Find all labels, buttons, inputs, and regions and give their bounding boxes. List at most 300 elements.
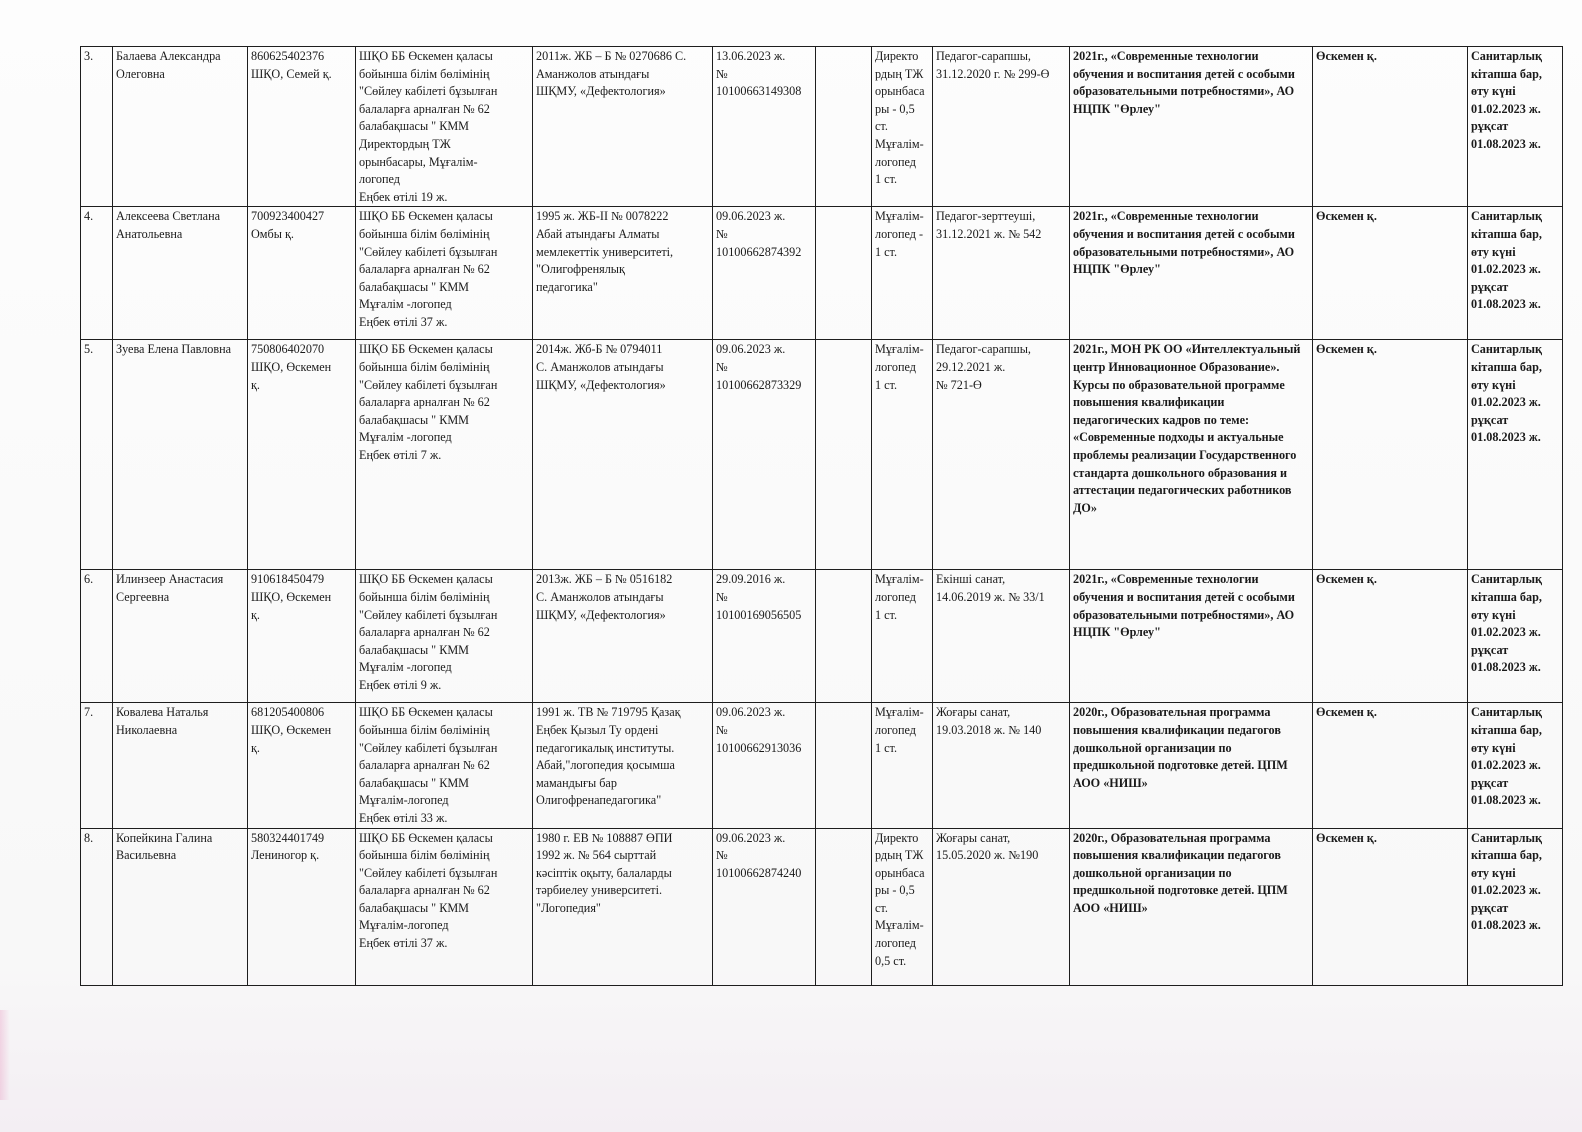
workplace-line: Еңбек өтілі 7 ж.: [359, 447, 442, 462]
category-cell: [933, 340, 1070, 570]
courses-line: 2021г., МОН РК ОО «Интеллектуальный: [1073, 342, 1301, 357]
category-cell: [933, 570, 1070, 703]
workplace-line: балаларға арналған № 62: [359, 262, 490, 277]
position-rate-line: логопед: [875, 589, 916, 604]
sanitary-book-line: 01.02.2023 ж.: [1471, 758, 1541, 773]
category-cell: [933, 207, 1070, 340]
workplace-line: балабақшасы " КММ: [359, 642, 470, 657]
position-rate-line: Директо: [875, 49, 919, 63]
certificate-cell: [713, 828, 816, 985]
table-row: [81, 207, 1563, 340]
position-rate-line: 1 ст.: [875, 377, 898, 392]
city-cell: [1313, 570, 1468, 703]
courses-cell: [1070, 703, 1313, 828]
workplace-line: балабақшасы " КММ: [359, 775, 470, 790]
certificate-cell: [713, 703, 816, 828]
iin-birthplace-cell: [248, 570, 356, 703]
education-line: Еңбек Қызыл Ту ордені: [536, 722, 659, 737]
sanitary-book-line: 01.08.2023 ж.: [1471, 136, 1541, 151]
category-line: 15.05.2020 ж. №190: [936, 848, 1039, 863]
position-rate-line: Мұғалім-: [875, 705, 924, 720]
courses-line: образовательными потребностями», АО: [1073, 84, 1295, 99]
sanitary-book-line: өту күні: [1471, 84, 1516, 99]
workplace-cell: [356, 828, 533, 985]
sanitary-book-line: 01.08.2023 ж.: [1471, 793, 1541, 808]
category-line: Педагог-сарапшы,: [936, 49, 1031, 63]
education-line: мамандығы бар: [536, 775, 617, 790]
courses-line: повышения квалификации: [1073, 395, 1225, 410]
education-line: педагогика": [536, 279, 598, 294]
courses-line: НЦПК "Өрлеу": [1073, 101, 1161, 116]
sanitary-book-line: кітапша бар,: [1471, 722, 1542, 737]
workplace-line: "Сөйлеу кабілеті бұзылған: [359, 740, 498, 755]
workplace-line: Директордың ТЖ: [359, 136, 451, 151]
courses-line: образовательными потребностями», АО: [1073, 607, 1295, 622]
education-line: ШҚМУ, «Дефектология»: [536, 607, 666, 622]
sanitary-book-line: өту күні: [1471, 607, 1516, 622]
position-rate-line: ры - 0,5: [875, 883, 915, 898]
workplace-line: Мұғалім-логопед: [359, 793, 449, 808]
position-rate-line: Мұғалім-: [875, 918, 924, 933]
courses-line: обучения и воспитания детей с особыми: [1073, 226, 1295, 241]
sanitary-book-line: кітапша бар,: [1471, 848, 1542, 863]
table-row: [81, 47, 1563, 207]
category-line: Педагог-сарапшы,: [936, 342, 1031, 357]
position-rate-line: Директо: [875, 830, 919, 845]
city-cell: [1313, 340, 1468, 570]
education-line: ШҚМУ, «Дефектология»: [536, 377, 666, 392]
full-name-text: Балаева Александра Олеговна: [116, 49, 221, 81]
education-line: Аманжолов атындағы: [536, 66, 650, 81]
sanitary-book-line: өту күні: [1471, 244, 1516, 259]
workplace-line: орынбасары, Мұғалім-: [359, 154, 478, 169]
iin-birthplace-line: 860625402376: [251, 49, 325, 63]
sanitary-book-line: кітапша бар,: [1471, 226, 1542, 241]
iin-birthplace-line: ШҚО, Семей қ.: [251, 66, 332, 81]
courses-line: аттестации педагогических работников: [1073, 483, 1292, 498]
courses-line: обучения и воспитания детей с особыми: [1073, 66, 1295, 81]
workplace-line: бойынша білім бөлімінің: [359, 359, 490, 374]
education-line: 2011ж. ЖБ – Б № 0270686 С.: [536, 49, 687, 63]
workplace-line: ШҚО ББ Өскемен қаласы: [359, 830, 493, 845]
workplace-line: ШҚО ББ Өскемен қаласы: [359, 705, 493, 720]
full-name-cell: [113, 703, 248, 828]
category-line: 31.12.2020 г. № 299-Ө: [936, 66, 1050, 81]
category-line: 19.03.2018 ж. № 140: [936, 722, 1042, 737]
empty-cell: [816, 570, 872, 703]
empty-cell: [816, 340, 872, 570]
courses-line: 2020г., Образовательная программа: [1073, 830, 1271, 845]
sanitary-book-line: Санитарлық: [1471, 209, 1543, 224]
courses-cell: [1070, 570, 1313, 703]
certificate-line: №: [716, 722, 728, 737]
position-rate-line: логопед: [875, 722, 916, 737]
iin-birthplace-line: қ.: [251, 607, 260, 622]
courses-line: предшкольной подготовке детей. ЦПМ: [1073, 883, 1288, 898]
education-line: 1980 г. ЕВ № 108887 ӨПИ: [536, 830, 673, 845]
workplace-cell: [356, 703, 533, 828]
iin-birthplace-cell: [248, 703, 356, 828]
sanitary-book-line: рұқсат: [1471, 900, 1509, 915]
iin-birthplace-line: қ.: [251, 740, 260, 755]
position-rate-line: 1 ст.: [875, 172, 898, 187]
position-rate-cell: [872, 703, 933, 828]
full-name-text: Алексеева Светлана Анатольевна: [116, 209, 221, 241]
workplace-line: Еңбек өтілі 19 ж.: [359, 189, 448, 204]
education-cell: [533, 207, 713, 340]
workplace-line: "Сөйлеу кабілеті бұзылған: [359, 865, 498, 880]
iin-birthplace-line: қ.: [251, 377, 260, 392]
empty-cell: [816, 47, 872, 207]
city-cell: [1313, 47, 1468, 207]
table-row: [81, 340, 1563, 570]
sanitary-book-line: рұқсат: [1471, 119, 1509, 134]
workplace-line: "Сөйлеу кабілеті бұзылған: [359, 244, 498, 259]
workplace-line: Еңбек өтілі 37 ж.: [359, 314, 448, 329]
workplace-line: балаларға арналған № 62: [359, 883, 490, 898]
sanitary-book-line: 01.02.2023 ж.: [1471, 625, 1541, 640]
courses-line: центр Инновационное Образование».: [1073, 359, 1280, 374]
workplace-line: балаларға арналған № 62: [359, 625, 490, 640]
empty-cell: [816, 703, 872, 828]
city-text: Өскемен қ.: [1316, 49, 1377, 63]
workplace-line: логопед: [359, 172, 400, 187]
position-rate-line: логопед -: [875, 226, 924, 241]
empty-cell: [816, 207, 872, 340]
workplace-line: балаларға арналған № 62: [359, 101, 490, 116]
education-cell: [533, 340, 713, 570]
workplace-line: бойынша білім бөлімінің: [359, 848, 490, 863]
category-line: Жоғары санат,: [936, 830, 1011, 845]
certificate-line: №: [716, 359, 728, 374]
certificate-line: №: [716, 848, 728, 863]
position-rate-line: Мұғалім-: [875, 209, 924, 224]
sanitary-book-line: Санитарлық: [1471, 572, 1543, 587]
sanitary-book-line: өту күні: [1471, 865, 1516, 880]
sanitary-book-line: 01.08.2023 ж.: [1471, 430, 1541, 445]
sanitary-book-line: рұқсат: [1471, 775, 1509, 790]
full-name-cell: [113, 340, 248, 570]
category-cell: [933, 703, 1070, 828]
workplace-line: балабақшасы " КММ: [359, 279, 470, 294]
full-name-text: Зуева Елена Павловна: [116, 342, 232, 357]
workplace-line: Мұғалім -логопед: [359, 660, 452, 675]
sanitary-book-line: кітапша бар,: [1471, 589, 1542, 604]
sanitary-book-cell: [1468, 340, 1563, 570]
courses-line: 2020г., Образовательная программа: [1073, 705, 1271, 720]
table-row: [81, 703, 1563, 828]
certificate-line: 29.09.2016 ж.: [716, 572, 786, 587]
position-rate-line: логопед: [875, 936, 916, 951]
city-text: Өскемен қ.: [1316, 705, 1377, 720]
position-rate-line: ст.: [875, 900, 888, 915]
workplace-line: балабақшасы " КММ: [359, 119, 470, 134]
sanitary-book-cell: [1468, 828, 1563, 985]
courses-line: НЦПК "Өрлеу": [1073, 262, 1161, 277]
row-number-cell: [81, 703, 113, 828]
courses-cell: [1070, 828, 1313, 985]
city-text: Өскемен қ.: [1316, 572, 1377, 587]
courses-line: АОО «НИШ»: [1073, 775, 1148, 790]
row-number-text: 7.: [84, 705, 94, 720]
workplace-line: балабақшасы " КММ: [359, 412, 470, 427]
education-line: тәрбиелеу университеті.: [536, 883, 663, 898]
certificate-cell: [713, 570, 816, 703]
education-cell: [533, 703, 713, 828]
sanitary-book-line: рұқсат: [1471, 279, 1509, 294]
position-rate-line: 1 ст.: [875, 244, 898, 259]
workplace-line: балабақшасы " КММ: [359, 900, 470, 915]
certificate-line: 10100662874240: [716, 865, 802, 880]
education-line: педагогикалық институты.: [536, 740, 675, 755]
category-cell: [933, 828, 1070, 985]
workplace-line: Мұғалім -логопед: [359, 430, 452, 445]
iin-birthplace-line: ШҚО, Өскемен: [251, 722, 332, 737]
sanitary-book-line: 01.08.2023 ж.: [1471, 297, 1541, 312]
workplace-line: "Сөйлеу кабілеті бұзылған: [359, 377, 498, 392]
workplace-line: балаларға арналған № 62: [359, 395, 490, 410]
city-text: Өскемен қ.: [1316, 830, 1377, 845]
workplace-line: бойынша білім бөлімінің: [359, 226, 490, 241]
city-cell: [1313, 207, 1468, 340]
workplace-line: ШҚО ББ Өскемен қаласы: [359, 342, 493, 357]
category-line: Жоғары санат,: [936, 705, 1011, 720]
row-number-text: 6.: [84, 572, 94, 587]
iin-birthplace-cell: [248, 47, 356, 207]
certificate-line: 09.06.2023 ж.: [716, 342, 786, 357]
city-text: Өскемен қ.: [1316, 209, 1377, 224]
sanitary-book-cell: [1468, 703, 1563, 828]
position-rate-line: Мұғалім-: [875, 572, 924, 587]
education-cell: [533, 47, 713, 207]
courses-cell: [1070, 47, 1313, 207]
city-cell: [1313, 703, 1468, 828]
courses-line: дошкольной организации по: [1073, 740, 1232, 755]
workplace-line: "Сөйлеу кабілеті бұзылған: [359, 607, 498, 622]
full-name-text: Ковалева Наталья Николаевна: [116, 705, 209, 737]
certificate-line: 10100663149308: [716, 84, 802, 99]
education-line: "Олигофренялық: [536, 262, 625, 277]
row-number-text: 4.: [84, 209, 94, 224]
category-line: 14.06.2019 ж. № 33/1: [936, 589, 1045, 604]
empty-cell: [816, 828, 872, 985]
courses-cell: [1070, 340, 1313, 570]
education-cell: [533, 570, 713, 703]
education-line: 1991 ж. ТВ № 719795 Қазақ: [536, 705, 681, 720]
category-line: № 721-Ө: [936, 377, 982, 392]
education-line: "Логопедия": [536, 900, 601, 915]
workplace-cell: [356, 47, 533, 207]
workplace-cell: [356, 570, 533, 703]
city-text: Өскемен қ.: [1316, 342, 1377, 357]
certificate-line: №: [716, 226, 728, 241]
education-line: Олигофренапедагогика": [536, 793, 662, 808]
position-rate-line: 0,5 ст.: [875, 953, 907, 968]
row-number-text: 5.: [84, 342, 94, 357]
row-number-text: 3.: [84, 49, 94, 63]
education-cell: [533, 828, 713, 985]
sanitary-book-line: 01.02.2023 ж.: [1471, 883, 1541, 898]
sanitary-book-line: Санитарлық: [1471, 705, 1543, 720]
position-rate-line: 1 ст.: [875, 740, 898, 755]
workplace-line: ШҚО ББ Өскемен қаласы: [359, 49, 493, 63]
row-number-cell: [81, 207, 113, 340]
position-rate-line: Мұғалім-: [875, 136, 924, 151]
row-number-cell: [81, 570, 113, 703]
sanitary-book-line: 01.08.2023 ж.: [1471, 918, 1541, 933]
sanitary-book-line: 01.02.2023 ж.: [1471, 395, 1541, 410]
position-rate-line: орынбаса: [875, 865, 925, 880]
certificate-line: 09.06.2023 ж.: [716, 705, 786, 720]
certificate-line: 10100169056505: [716, 607, 802, 622]
position-rate-line: ст.: [875, 119, 888, 134]
category-line: Екінші санат,: [936, 572, 1006, 587]
workplace-cell: [356, 340, 533, 570]
certificate-line: №: [716, 589, 728, 604]
workplace-line: бойынша білім бөлімінің: [359, 589, 490, 604]
sanitary-book-line: 01.02.2023 ж.: [1471, 262, 1541, 277]
workplace-line: балаларға арналған № 62: [359, 758, 490, 773]
iin-birthplace-line: 700923400427: [251, 209, 325, 224]
courses-line: ДО»: [1073, 500, 1097, 515]
position-rate-line: логопед: [875, 359, 916, 374]
position-rate-line: ры - 0,5: [875, 101, 915, 116]
certificate-line: 10100662913036: [716, 740, 802, 755]
courses-line: АОО «НИШ»: [1073, 900, 1148, 915]
workplace-line: Еңбек өтілі 9 ж.: [359, 677, 442, 692]
category-cell: [933, 47, 1070, 207]
full-name-text: Илинзеер Анастасия Сергеевна: [116, 572, 224, 604]
iin-birthplace-line: 681205400806: [251, 705, 325, 720]
education-line: С. Аманжолов атындағы: [536, 359, 664, 374]
courses-line: педагогических кадров по теме:: [1073, 412, 1250, 427]
full-name-cell: [113, 570, 248, 703]
workplace-line: бойынша білім бөлімінің: [359, 722, 490, 737]
workplace-line: ШҚО ББ Өскемен қаласы: [359, 209, 493, 224]
staff-table: [80, 46, 1563, 986]
sanitary-book-line: Санитарлық: [1471, 49, 1543, 63]
sanitary-book-line: өту күні: [1471, 377, 1516, 392]
courses-line: образовательными потребностями», АО: [1073, 244, 1295, 259]
category-line: 31.12.2021 ж. № 542: [936, 226, 1042, 241]
certificate-line: 10100662873329: [716, 377, 802, 392]
workplace-cell: [356, 207, 533, 340]
certificate-line: 13.06.2023 ж.: [716, 49, 786, 63]
position-rate-cell: [872, 47, 933, 207]
iin-birthplace-line: 910618450479: [251, 572, 325, 587]
category-line: 29.12.2021 ж.: [936, 359, 1006, 374]
iin-birthplace-cell: [248, 207, 356, 340]
education-line: кәсіптік оқыту, балаларды: [536, 865, 672, 880]
sanitary-book-line: рұқсат: [1471, 642, 1509, 657]
education-line: 2014ж. Жб-Б № 0794011: [536, 342, 663, 357]
sanitary-book-line: кітапша бар,: [1471, 66, 1542, 81]
workplace-line: "Сөйлеу кабілеті бұзылған: [359, 84, 498, 99]
courses-line: 2021г., «Современные технологии: [1073, 209, 1259, 224]
full-name-text: Копейкина Галина Васильевна: [116, 830, 213, 863]
position-rate-line: рдың ТЖ: [875, 66, 924, 81]
education-line: ШҚМУ, «Дефектология»: [536, 84, 666, 99]
row-number-cell: [81, 47, 113, 207]
position-rate-cell: [872, 340, 933, 570]
education-line: мемлекеттік университеті,: [536, 244, 674, 259]
iin-birthplace-line: 750806402070: [251, 342, 325, 357]
sanitary-book-line: өту күні: [1471, 740, 1516, 755]
iin-birthplace-line: Лениногор қ.: [251, 848, 320, 863]
city-cell: [1313, 828, 1468, 985]
certificate-cell: [713, 340, 816, 570]
courses-line: дошкольной организации по: [1073, 865, 1232, 880]
courses-cell: [1070, 207, 1313, 340]
courses-line: предшкольной подготовке детей. ЦПМ: [1073, 758, 1288, 773]
position-rate-cell: [872, 570, 933, 703]
sanitary-book-line: кітапша бар,: [1471, 359, 1542, 374]
sanitary-book-line: Санитарлық: [1471, 342, 1543, 357]
courses-line: повышения квалификации педагогов: [1073, 848, 1281, 863]
certificate-line: 09.06.2023 ж.: [716, 209, 786, 224]
workplace-line: Еңбек өтілі 33 ж.: [359, 810, 448, 825]
certificate-line: №: [716, 66, 728, 81]
iin-birthplace-line: 580324401749: [251, 830, 325, 845]
position-rate-line: Мұғалім-: [875, 342, 924, 357]
table-row: [81, 570, 1563, 703]
sanitary-book-line: рұқсат: [1471, 412, 1509, 427]
sanitary-book-cell: [1468, 47, 1563, 207]
education-line: С. Аманжолов атындағы: [536, 589, 664, 604]
courses-line: проблемы реализации Государственного: [1073, 447, 1297, 462]
full-name-cell: [113, 47, 248, 207]
sanitary-book-cell: [1468, 207, 1563, 340]
category-line: Педагог-зерттеуші,: [936, 209, 1036, 224]
certificate-cell: [713, 207, 816, 340]
position-rate-line: рдың ТЖ: [875, 848, 924, 863]
position-rate-line: 1 ст.: [875, 607, 898, 622]
courses-line: Курсы по образовательной программе: [1073, 377, 1285, 392]
full-name-cell: [113, 828, 248, 985]
position-rate-line: логопед: [875, 154, 916, 169]
iin-birthplace-cell: [248, 828, 356, 985]
education-line: 1995 ж. ЖБ-ІІ № 0078222: [536, 209, 669, 224]
iin-birthplace-line: ШҚО, Өскемен: [251, 589, 332, 604]
courses-line: обучения и воспитания детей с особыми: [1073, 589, 1295, 604]
certificate-line: 09.06.2023 ж.: [716, 830, 786, 845]
sanitary-book-cell: [1468, 570, 1563, 703]
table-row: [81, 828, 1563, 985]
workplace-line: Мұғалім -логопед: [359, 297, 452, 312]
sanitary-book-line: 01.08.2023 ж.: [1471, 660, 1541, 675]
certificate-cell: [713, 47, 816, 207]
workplace-line: ШҚО ББ Өскемен қаласы: [359, 572, 493, 587]
courses-line: 2021г., «Современные технологии: [1073, 49, 1259, 63]
workplace-line: Мұғалім-логопед: [359, 918, 449, 933]
education-line: Абай атындағы Алматы: [536, 226, 660, 241]
courses-line: «Современные подходы и актуальные: [1073, 430, 1284, 445]
workplace-line: бойынша білім бөлімінің: [359, 66, 490, 81]
iin-birthplace-cell: [248, 340, 356, 570]
full-name-cell: [113, 207, 248, 340]
courses-line: 2021г., «Современные технологии: [1073, 572, 1259, 587]
row-number-cell: [81, 340, 113, 570]
workplace-line: Еңбек өтілі 37 ж.: [359, 936, 448, 951]
row-number-text: 8.: [84, 830, 94, 845]
certificate-line: 10100662874392: [716, 244, 802, 259]
education-line: 2013ж. ЖБ – Б № 0516182: [536, 572, 673, 587]
sanitary-book-line: 01.02.2023 ж.: [1471, 101, 1541, 116]
iin-birthplace-line: Омбы қ.: [251, 226, 294, 241]
position-rate-line: орынбаса: [875, 84, 925, 99]
row-number-cell: [81, 828, 113, 985]
education-line: Абай,"логопедия қосымша: [536, 758, 675, 773]
